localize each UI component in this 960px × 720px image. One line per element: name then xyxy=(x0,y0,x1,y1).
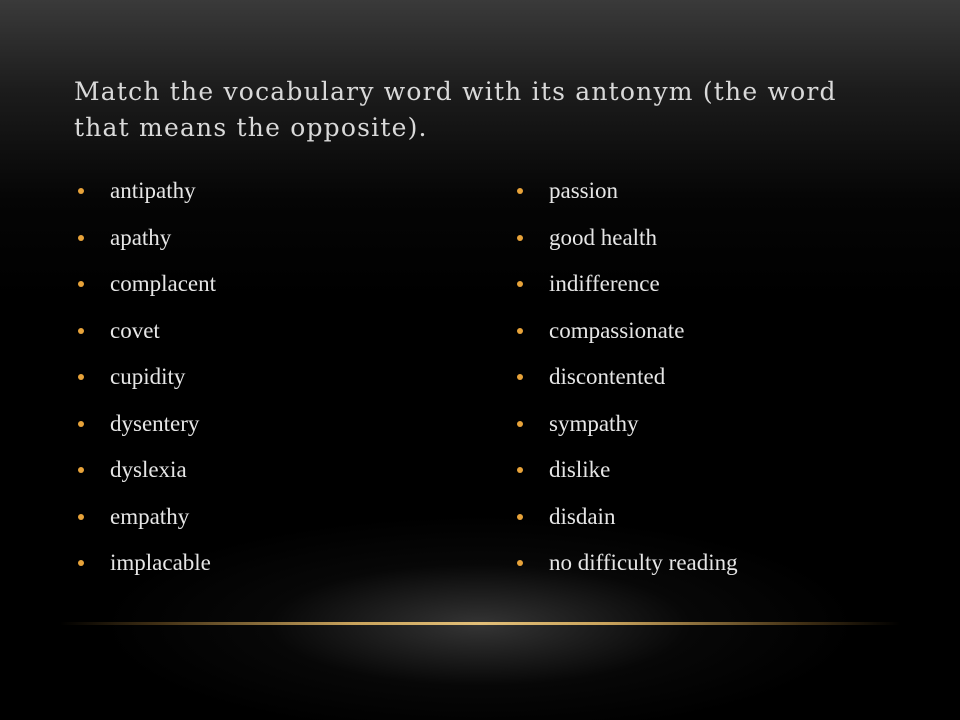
list-item xyxy=(76,494,456,541)
bullet-icon xyxy=(78,421,84,427)
antonym: compassionate xyxy=(549,317,685,343)
antonym: good health xyxy=(549,224,657,250)
vocabulary-word: apathy xyxy=(110,224,172,250)
vocabulary-word-list xyxy=(76,168,456,587)
antonym: indifference xyxy=(549,271,660,297)
antonym: sympathy xyxy=(549,410,639,436)
list-item xyxy=(76,447,456,494)
list-item xyxy=(515,168,915,215)
bullet-icon xyxy=(517,560,523,566)
vocabulary-word: implacable xyxy=(110,550,211,576)
antonym: discontented xyxy=(549,364,666,390)
bullet-icon xyxy=(517,328,523,334)
bullet-icon xyxy=(517,235,523,241)
bullet-icon xyxy=(517,467,523,473)
bullet-icon xyxy=(78,514,84,520)
bullet-icon xyxy=(78,281,84,287)
bullet-icon xyxy=(517,188,523,194)
list-item xyxy=(515,540,915,587)
list-item xyxy=(76,401,456,448)
bullet-icon xyxy=(78,328,84,334)
bullet-icon xyxy=(517,374,523,380)
bullet-icon xyxy=(78,235,84,241)
list-item xyxy=(515,308,915,355)
accent-divider-line xyxy=(60,622,900,625)
antonym: dislike xyxy=(549,457,611,483)
vocabulary-word: empathy xyxy=(110,503,190,529)
list-item xyxy=(515,215,915,262)
vocabulary-word: antipathy xyxy=(110,178,196,204)
bullet-icon xyxy=(78,560,84,566)
bullet-icon xyxy=(517,281,523,287)
list-item xyxy=(515,494,915,541)
list-item xyxy=(76,168,456,215)
list-item xyxy=(76,540,456,587)
bullet-icon xyxy=(78,374,84,380)
list-item xyxy=(76,215,456,262)
antonym: disdain xyxy=(549,503,616,529)
bullet-icon xyxy=(517,421,523,427)
vocabulary-word: covet xyxy=(110,317,160,343)
vocabulary-word: cupidity xyxy=(110,364,186,390)
bullet-icon xyxy=(78,467,84,473)
list-item xyxy=(515,261,915,308)
list-item xyxy=(76,354,456,401)
antonym: passion xyxy=(549,178,618,204)
list-item xyxy=(76,261,456,308)
list-item xyxy=(515,447,915,494)
vocabulary-word: dysentery xyxy=(110,410,200,436)
antonym: no difficulty reading xyxy=(549,550,738,576)
list-item xyxy=(76,308,456,355)
antonym-list xyxy=(515,168,915,587)
bullet-icon xyxy=(78,188,84,194)
list-item xyxy=(515,354,915,401)
slide-title: Match the vocabulary word with its antonym (the word that means the opposite). xyxy=(74,77,837,142)
vocabulary-word: complacent xyxy=(110,271,217,297)
bullet-icon xyxy=(517,514,523,520)
list-item xyxy=(515,401,915,448)
vocabulary-word: dyslexia xyxy=(110,457,187,483)
